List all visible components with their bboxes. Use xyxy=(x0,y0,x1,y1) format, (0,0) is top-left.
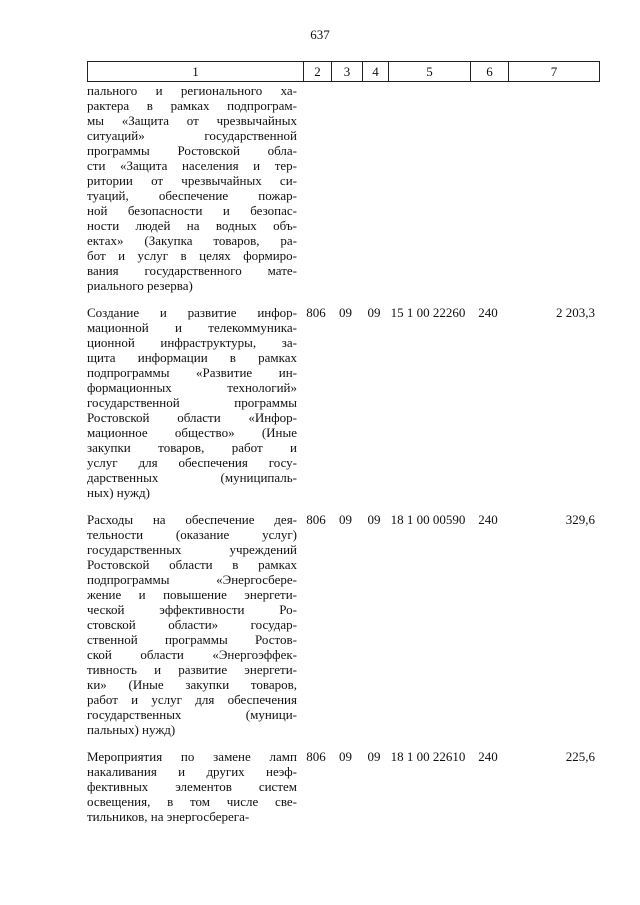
description-line: пальных) нужд) xyxy=(87,722,176,737)
header-col-7: 7 xyxy=(508,62,599,81)
description-line: Создание и развитие инфор- xyxy=(87,305,297,320)
description-line: ственной программы Ростов- xyxy=(87,632,297,647)
cell-col-2: 806 xyxy=(306,305,326,320)
cell-col-5: 15 1 00 22260 xyxy=(390,305,466,320)
cell-col-3: 09 xyxy=(339,512,352,527)
description-line: ной безопасности и безопас- xyxy=(87,203,297,218)
table-row xyxy=(87,512,598,737)
description-line: рактера в рамках подпрограм- xyxy=(87,98,297,113)
description-line: тильников, на энергосберега- xyxy=(87,809,250,824)
page-number: 637 xyxy=(310,27,330,42)
header-col-4: 4 xyxy=(362,62,388,81)
cell-col-5: 18 1 00 00590 xyxy=(390,512,466,527)
description-line: работ и услуг для обеспечения xyxy=(87,692,297,707)
row-description xyxy=(87,512,302,737)
table-row xyxy=(87,749,598,824)
table-row xyxy=(87,305,598,500)
description-line: государственных (муници- xyxy=(87,707,297,722)
description-line: формационных технологий» xyxy=(87,380,297,395)
header-col-6: 6 xyxy=(470,62,508,81)
description-line: пального и регионального ха- xyxy=(87,83,297,98)
cell-col-7: 225,6 xyxy=(565,749,595,764)
cell-col-4: 09 xyxy=(367,305,381,320)
cell-col-6: 240 xyxy=(478,305,498,320)
description-line: ситуаций» государственной xyxy=(87,128,297,143)
row-description xyxy=(87,749,302,824)
description-line: программы Ростовской обла- xyxy=(87,143,297,158)
description-line: подпрограммы «Энергосбере- xyxy=(87,572,297,587)
description-line: Расходы на обеспечение дея- xyxy=(87,512,297,527)
cell-col-6: 240 xyxy=(478,749,498,764)
description-line: мационной и телекоммуника- xyxy=(87,320,297,335)
description-line: тивность и развитие энергети- xyxy=(87,662,297,677)
header-col-1: 1 xyxy=(192,64,199,79)
description-line: ционной инфраструктуры, за- xyxy=(87,335,297,350)
description-line: государственной программы xyxy=(87,395,297,410)
description-line: ных) нужд) xyxy=(87,485,150,500)
table-header xyxy=(87,61,600,82)
description-line: ектах» (Закупка товаров, ра- xyxy=(87,233,297,248)
cell-col-7: 2 203,3 xyxy=(556,305,595,320)
description-line: ческой эффективности Ро- xyxy=(87,602,297,617)
description-line: дарственных (муниципаль- xyxy=(87,470,297,485)
description-line: мы «Защита от чрезвычайных xyxy=(87,113,297,128)
row-description xyxy=(87,83,302,293)
description-line: тельности (оказание услуг) xyxy=(87,527,297,542)
description-line: мационное общество» (Иные xyxy=(87,425,297,440)
description-line: накаливания и других неэф- xyxy=(87,764,297,779)
cell-col-2: 806 xyxy=(306,512,326,527)
description-line: вания государственного мате- xyxy=(87,263,297,278)
cell-col-6: 240 xyxy=(478,512,498,527)
description-line: услуг для обеспечения госу- xyxy=(87,455,297,470)
header-col-3: 3 xyxy=(331,62,362,81)
description-line: риального резерва) xyxy=(87,278,193,293)
cell-col-3: 09 xyxy=(339,749,352,764)
header-col-5: 5 xyxy=(388,62,470,81)
description-line: ности людей на водных объ- xyxy=(87,218,297,233)
description-line: щита информации в рамках xyxy=(87,350,297,365)
description-line: ки» (Иные закупки товаров, xyxy=(87,677,297,692)
cell-col-4: 09 xyxy=(367,749,381,764)
description-line: ской области «Энергоэффек- xyxy=(87,647,297,662)
row-description xyxy=(87,305,302,500)
description-line: Мероприятия по замене ламп xyxy=(87,749,297,764)
table-row xyxy=(87,83,598,293)
description-line: фективных элементов систем xyxy=(87,779,297,794)
description-line: Ростовской области «Инфор- xyxy=(87,410,297,425)
description-line: жение и повышение энергети- xyxy=(87,587,297,602)
description-line: бот и услуг в целях формиро- xyxy=(87,248,297,263)
cell-col-3: 09 xyxy=(339,305,352,320)
description-line: освещения, в том числе све- xyxy=(87,794,297,809)
description-line: закупки товаров, работ и xyxy=(87,440,297,455)
description-line: государственных учреждений xyxy=(87,542,297,557)
description-line: подпрограммы «Развитие ин- xyxy=(87,365,297,380)
header-col-2: 2 xyxy=(303,62,331,81)
table-body xyxy=(87,83,598,836)
description-line: туаций, обеспечение пожар- xyxy=(87,188,297,203)
description-line: Ростовской области в рамках xyxy=(87,557,297,572)
cell-col-5: 18 1 00 22610 xyxy=(390,749,466,764)
cell-col-4: 09 xyxy=(367,512,381,527)
cell-col-7: 329,6 xyxy=(565,512,595,527)
description-line: стовской области» государ- xyxy=(87,617,297,632)
description-line: сти «Защита населения и тер- xyxy=(87,158,297,173)
cell-col-2: 806 xyxy=(306,749,326,764)
description-line: ритории от чрезвычайных си- xyxy=(87,173,297,188)
